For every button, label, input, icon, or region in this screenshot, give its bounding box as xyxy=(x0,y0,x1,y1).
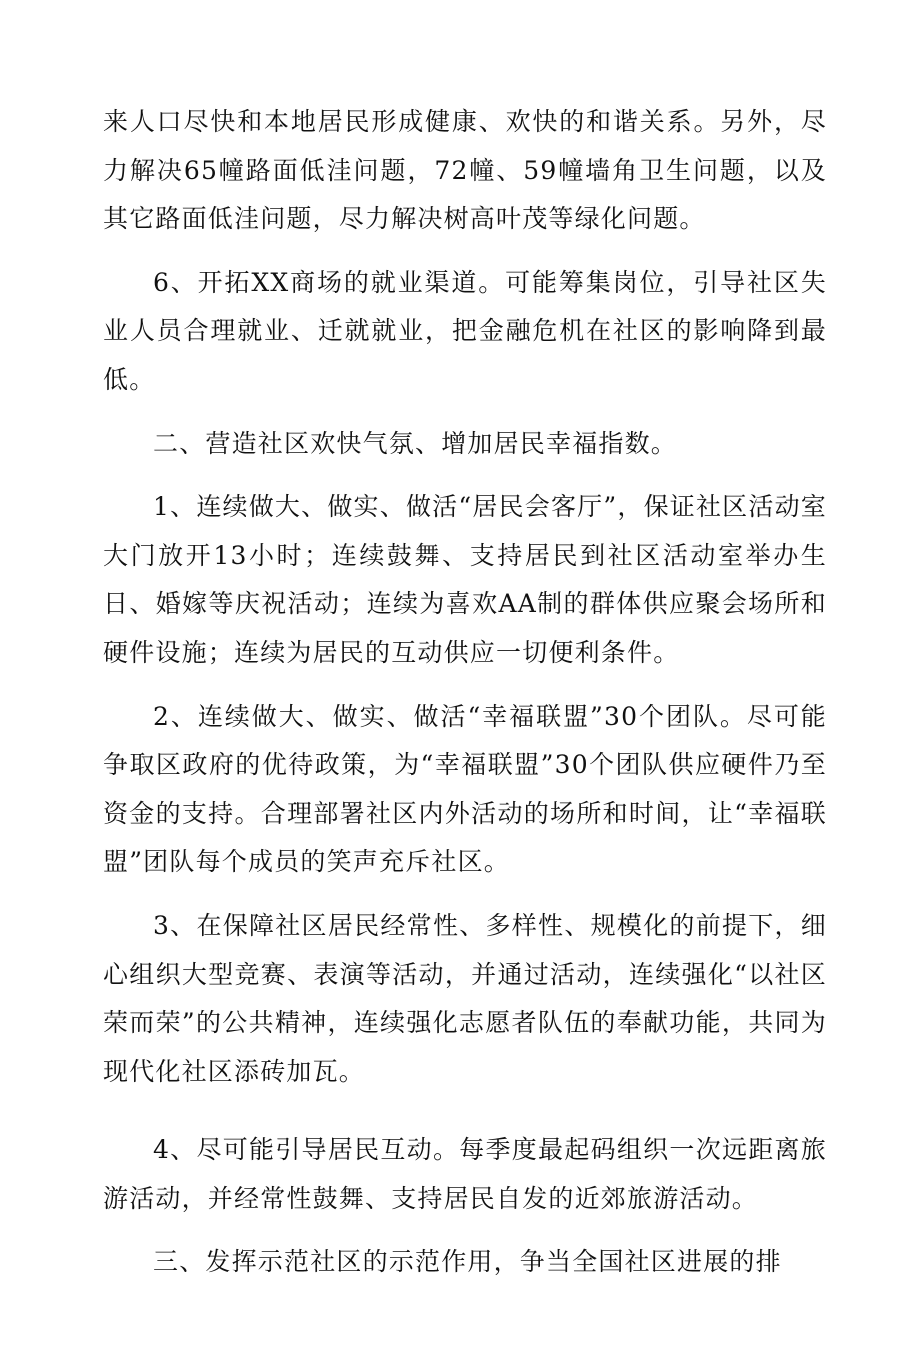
section-heading-3: 三、发挥示范社区的示范作用，争当全国社区进展的排 xyxy=(153,1247,782,1277)
document-body xyxy=(103,98,827,1287)
paragraph-item-6: 6、开拓XX商场的就业渠道。可能筹集岗位，引导社区失业人员合理就业、迁就就业，把金融危机在社区的影响降到最低。 xyxy=(103,267,827,394)
paragraph-item-1: 1、连续做大、做实、做活“居民会客厅”，保证社区活动室大门放开13小时；连续鼓舞、支持居民到社区活动室举办生日、婚嫁等庆祝活动；连续为喜欢AA制的群体供应聚会场所和硬件设施；连续为居民的互动供应一切便利条件。 xyxy=(103,492,827,667)
paragraph-item-2: 2、连续做大、做实、做活“幸福联盟”30个团队。尽可能争取区政府的优待政策，为“幸福联盟”30个团队供应硬件乃至资金的支持。合理部署社区内外活动的场所和时间，让“幸福联盟”团队每个成员的笑声充斥社区。 xyxy=(103,701,827,877)
section-heading-2: 二、营造社区欢快气氛、增加居民幸福指数。 xyxy=(153,428,678,458)
paragraph-continuation: 来人口尽快和本地居民形成健康、欢快的和谐关系。另外，尽力解决65幢路面低洼问题，72幢、59幢墙角卫生问题，以及其它路面低洼问题，尽力解决树高叶茂等绿化问题。 xyxy=(103,107,827,234)
paragraph-item-3: 3、在保障社区居民经常性、多样性、规模化的前提下，细心组织大型竞赛、表演等活动，并通过活动，连续强化“以社区荣而荣”的公共精神，连续强化志愿者队伍的奉献功能，共同为现代化社区添砖加瓦。 xyxy=(103,910,827,1086)
paragraph-item-4: 4、尽可能引导居民互动。每季度最起码组织一次远距离旅游活动，并经常性鼓舞、支持居民自发的近郊旅游活动。 xyxy=(103,1135,827,1213)
